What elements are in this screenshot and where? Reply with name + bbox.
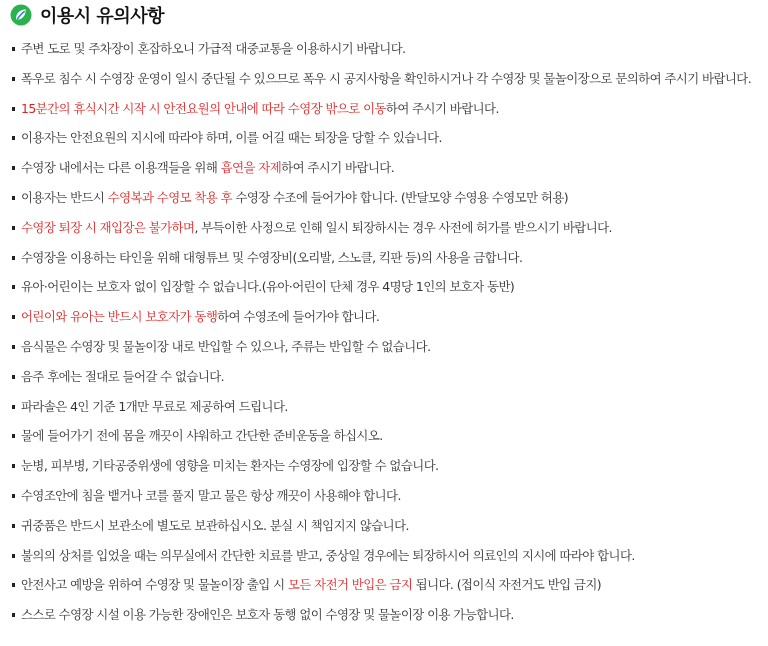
- bullet-icon: [12, 494, 15, 498]
- rule-text: 귀중품은 반드시 보관소에 별도로 보관하십시오. 분실 시 책임지지 않습니다.: [21, 517, 409, 533]
- rules-list: [8, 34, 760, 630]
- rule-highlight-text: 수영장 퇴장 시 재입장은 불가하며: [21, 219, 195, 235]
- rule-item: [8, 123, 760, 153]
- rule-text: 불의의 상처를 입었을 때는 의무실에서 간단한 치료를 받고, 중상일 경우에는 퇴장하시어 의료인의 지시에 따라야 합니다.: [21, 547, 635, 563]
- leaf-logo-icon: [10, 4, 32, 26]
- bullet-icon: [12, 315, 15, 319]
- bullet-icon: [12, 47, 15, 51]
- rule-text: 하여 주시기 바랍니다.: [281, 160, 395, 176]
- bullet-icon: [12, 166, 15, 170]
- rule-text: 수영장을 이용하는 타인을 위해 대형튜브 및 수영장비(오리발, 스노클, 킥판 등)의 사용을 금합니다.: [21, 249, 523, 265]
- bullet-icon: [12, 196, 15, 200]
- rule-text: 음식물은 수영장 및 물놀이장 내로 반입할 수 있으나, 주류는 반입할 수 없습니다.: [21, 338, 431, 354]
- rule-text: 하여 주시기 바랍니다.: [385, 100, 499, 116]
- rule-item: [8, 64, 760, 94]
- notice-header: [8, 0, 760, 30]
- bullet-icon: [12, 554, 15, 558]
- rule-text: 파라솔은 4인 기준 1개만 무료로 제공하여 드립니다.: [21, 398, 288, 414]
- rule-item: [8, 541, 760, 571]
- rule-text: 음주 후에는 절대로 들어갈 수 없습니다.: [21, 368, 225, 384]
- rule-highlight-text: 모든 자전거 반입은 금지: [287, 577, 413, 593]
- rule-item: [8, 213, 760, 243]
- rule-item: [8, 153, 760, 183]
- rule-item: [8, 570, 760, 600]
- rule-text: 하여 수영조에 들어가야 합니다.: [217, 309, 380, 325]
- bullet-icon: [12, 107, 15, 111]
- bullet-icon: [12, 613, 15, 617]
- rule-highlight-text: 어린이와 유아는 반드시 보호자가 동행: [21, 309, 218, 325]
- rule-text: 스스로 수영장 시설 이용 가능한 장애인은 보호자 동행 없이 수영장 및 물놀이장 이용 가능합니다.: [21, 607, 514, 623]
- rule-highlight-text: 15분간의 휴식시간 시작 시 안전요원의 안내에 따라 수영장 밖으로 이동: [21, 100, 386, 116]
- bullet-icon: [12, 256, 15, 260]
- bullet-icon: [12, 285, 15, 289]
- rule-text: 주변 도로 및 주차장이 혼잡하오니 가급적 대중교통을 이용하시기 바랍니다.: [21, 41, 406, 56]
- rule-text: 이용자는 반드시: [21, 189, 108, 205]
- rule-item: [8, 332, 760, 362]
- bullet-icon: [12, 583, 15, 587]
- rule-highlight-text: 흡연을 자제: [220, 160, 282, 176]
- rule-item: [8, 243, 760, 273]
- bullet-icon: [12, 345, 15, 349]
- rule-item: [8, 183, 760, 213]
- rule-item: [8, 302, 760, 332]
- rule-text: 수영조안에 침을 뱉거나 코를 풀지 말고 물은 항상 깨끗이 사용해야 합니다.: [21, 487, 401, 503]
- bullet-icon: [12, 77, 15, 81]
- bullet-icon: [12, 375, 15, 379]
- rule-item: [8, 600, 760, 630]
- rule-item: [8, 362, 760, 392]
- bullet-icon: [12, 434, 15, 438]
- rule-highlight-text: 수영복과 수영모 착용 후: [107, 189, 233, 205]
- rule-text: 됩니다. (접이식 자전거도 반입 금지): [412, 577, 602, 593]
- rule-text: 폭우로 침수 시 수영장 운영이 일시 중단될 수 있으므로 폭우 시 공지사항을 확인하시거나 각 수영장 및 물놀이장으로 문의하여 주시기 바랍니다.: [21, 70, 752, 86]
- page-title: 이용시 유의사항: [40, 6, 164, 27]
- rule-text: 수영장 내에서는 다른 이용객들을 위해: [21, 160, 221, 176]
- rule-item: [8, 451, 760, 481]
- bullet-icon: [12, 464, 15, 468]
- rule-item: [8, 272, 760, 302]
- rule-text: 안전사고 예방을 위하여 수영장 및 물놀이장 출입 시: [21, 577, 288, 593]
- bullet-icon: [12, 405, 15, 409]
- bullet-icon: [12, 226, 15, 230]
- rule-item: [8, 511, 760, 541]
- rule-text: 수영장 수조에 들어가야 합니다. (반달모양 수영용 수영모만 허용): [232, 189, 569, 205]
- rule-text: , 부득이한 사정으로 인해 일시 퇴장하시는 경우 사전에 허가를 받으시기 바랍니다.: [194, 219, 612, 235]
- rule-text: 물에 들어가기 전에 몸을 깨끗이 샤워하고 간단한 준비운동을 하십시오.: [21, 428, 383, 444]
- rule-item: [8, 481, 760, 511]
- rule-text: 눈병, 피부병, 기타공중위생에 영향을 미치는 환자는 수영장에 입장할 수 없습니다.: [21, 458, 439, 474]
- rule-item: [8, 34, 760, 64]
- rule-text: 이용자는 안전요원의 지시에 따라야 하며, 이를 어길 때는 퇴장을 당할 수 있습니다.: [21, 130, 442, 146]
- bullet-icon: [12, 524, 15, 528]
- rule-text: 유아·어린이는 보호자 없이 입장할 수 없습니다.(유아·어린이 단체 경우 4명당 1인의 보호자 동반): [21, 279, 515, 295]
- rule-item: [8, 421, 760, 451]
- rule-item: [8, 392, 760, 422]
- rule-item: [8, 94, 760, 124]
- bullet-icon: [12, 136, 15, 140]
